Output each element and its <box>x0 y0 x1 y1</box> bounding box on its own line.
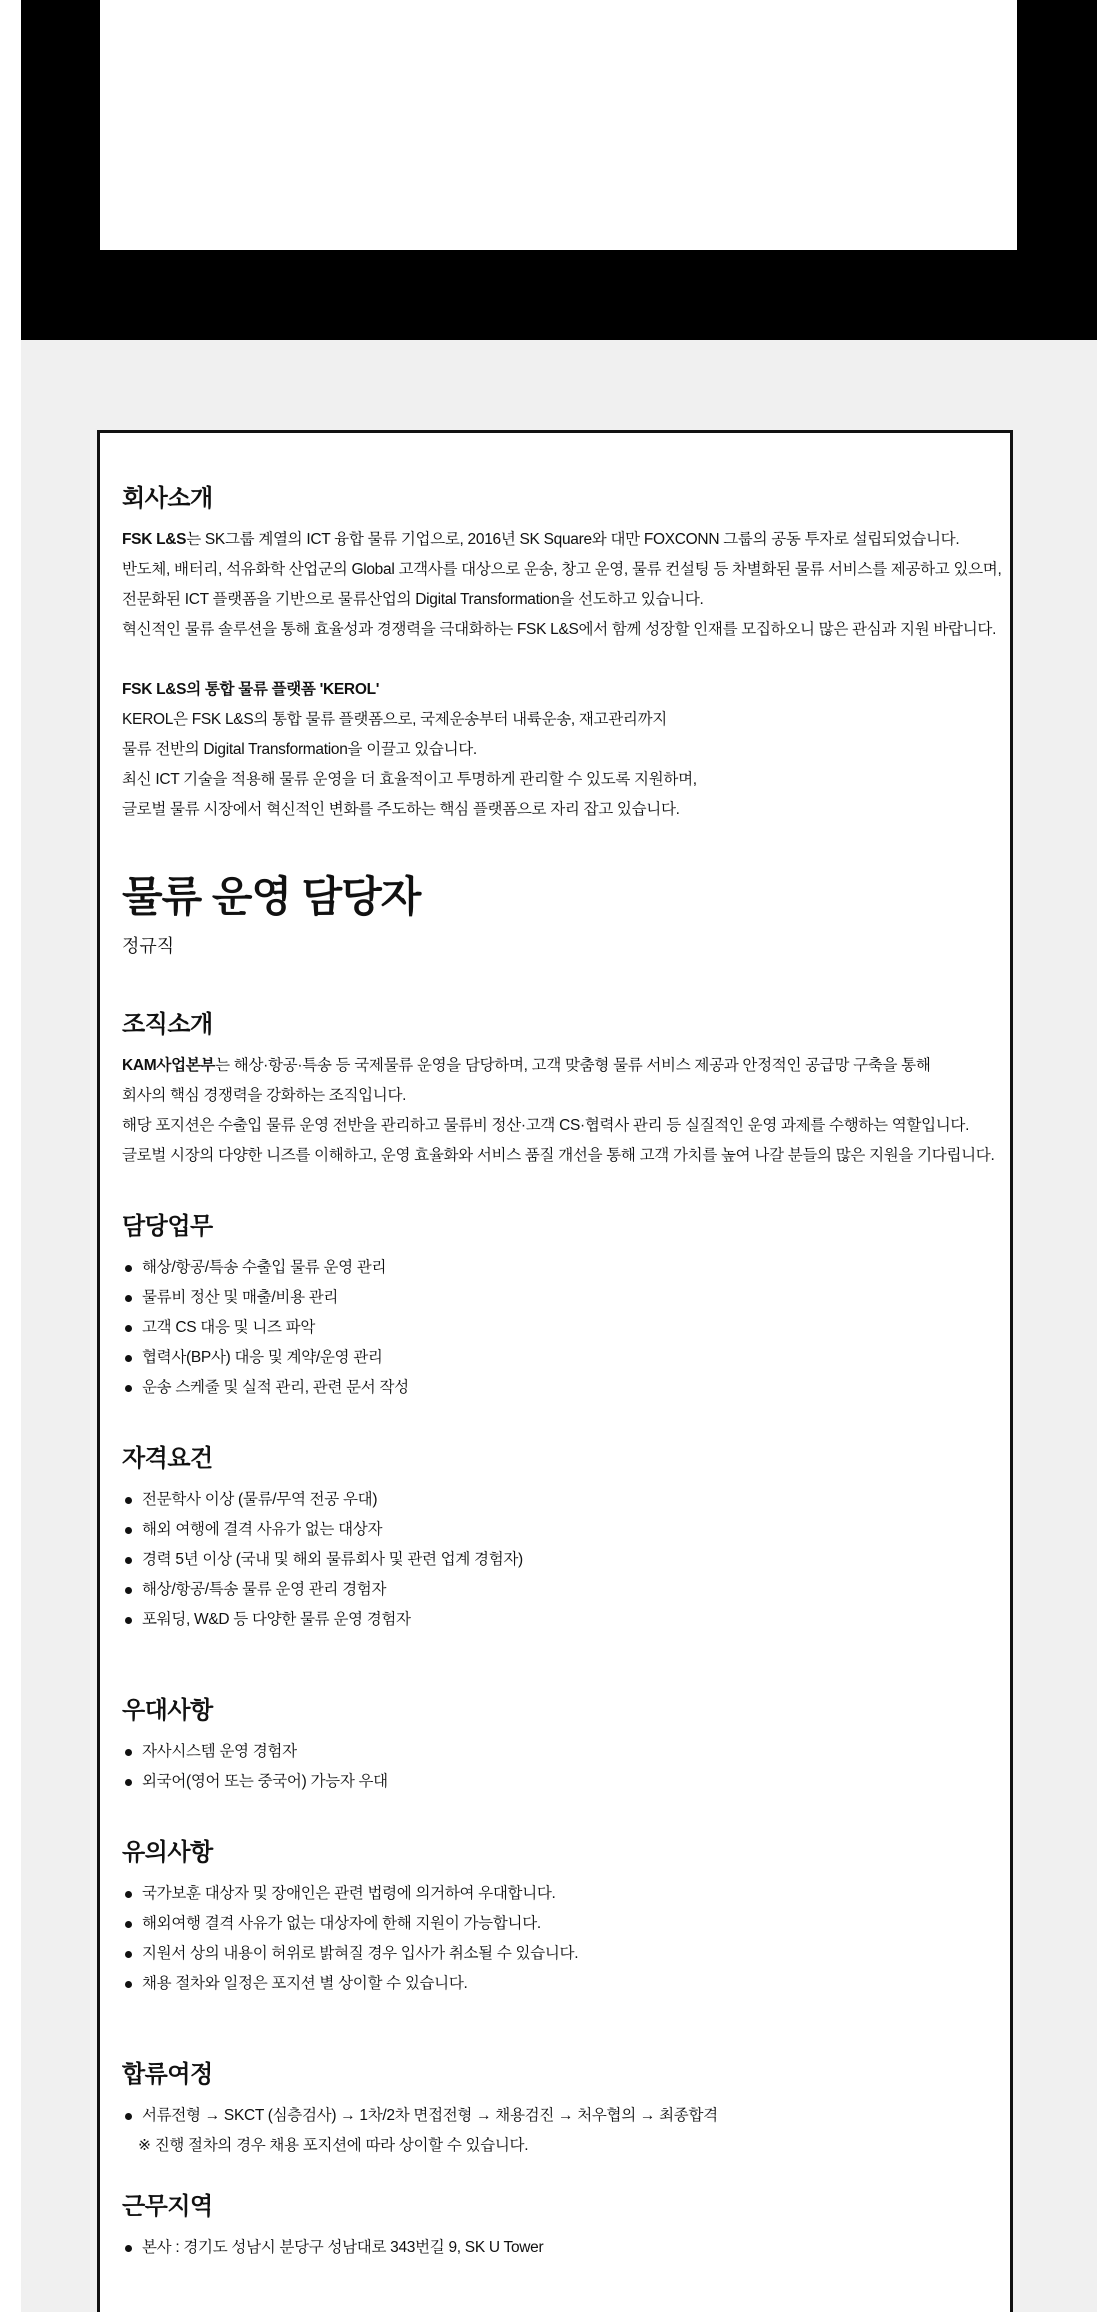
list-item: 경력 5년 이상 (국내 및 해외 물류회사 및 관련 업계 경험자) <box>122 1545 992 1575</box>
preferred-heading: 우대사항 <box>122 1697 213 1724</box>
employment-type: 정규직 <box>122 936 175 956</box>
process-list <box>122 2101 992 2131</box>
platform-line: 최신 ICT 기술을 적용해 물류 운영을 더 효율적이고 투명하게 관리할 수 있도록 지원하며, <box>122 771 697 788</box>
preferred-list <box>122 1737 992 1797</box>
hero-image-area <box>100 0 1017 250</box>
company-heading: 회사소개 <box>122 485 213 512</box>
list-item: 협력사(BP사) 대응 및 계약/운영 관리 <box>122 1343 992 1373</box>
organization-heading: 조직소개 <box>122 1011 213 1038</box>
platform-intro <box>122 705 992 825</box>
list-item: 운송 스케줄 및 실적 관리, 관련 문서 작성 <box>122 1373 992 1403</box>
requirements-list <box>122 1485 992 1635</box>
notes-heading: 유의사항 <box>122 1839 213 1866</box>
duties-list <box>122 1253 992 1403</box>
organization-intro <box>122 1051 995 1171</box>
list-item: 해상/항공/특송 수출입 물류 운영 관리 <box>122 1253 992 1283</box>
list-item: 해외여행 결격 사유가 없는 대상자에 한해 지원이 가능합니다. <box>122 1909 992 1939</box>
process-note: ※ 진행 절차의 경우 채용 포지션에 따라 상이할 수 있습니다. <box>138 2137 529 2154</box>
company-intro <box>122 525 1002 645</box>
list-item: 물류비 정산 및 매출/비용 관리 <box>122 1283 992 1313</box>
organization-line: 회사의 핵심 경쟁력을 강화하는 조직입니다. <box>122 1087 407 1104</box>
organization-line: KAM사업본부는 해상·항공·특송 등 국제물류 운영을 담당하며, 고객 맞춤형 물류 서비스 제공과 안정적인 공급망 구축을 통해 <box>122 1057 931 1074</box>
list-item: 채용 절차와 일정은 포지션 별 상이할 수 있습니다. <box>122 1969 992 1999</box>
job-description-body <box>122 483 1002 2263</box>
process-heading: 합류여정 <box>122 2061 213 2088</box>
list-item: 자사시스템 운영 경험자 <box>122 1737 992 1767</box>
list-item: 본사 : 경기도 성남시 분당구 성남대로 343번길 9, SK U Tower <box>122 2233 992 2263</box>
job-description-card <box>97 430 1013 2312</box>
location-list <box>122 2233 992 2263</box>
requirements-heading: 자격요건 <box>122 1445 213 1472</box>
platform-line: 글로벌 물류 시장에서 혁신적인 변화를 주도하는 핵심 플랫폼으로 자리 잡고 있습니다. <box>122 801 680 818</box>
list-item: 전문학사 이상 (물류/무역 전공 우대) <box>122 1485 992 1515</box>
list-item: 서류전형 → SKCT (심층검사) → 1차/2차 면접전형 → 채용검진 → 처우협의 → 최종합격 <box>122 2101 992 2131</box>
company-line: 전문화된 ICT 플랫폼을 기반으로 물류산업의 Digital Transformation을 선도하고 있습니다. <box>122 591 704 608</box>
hero-banner <box>21 0 1097 340</box>
platform-line: 물류 전반의 Digital Transformation을 이끌고 있습니다. <box>122 741 477 758</box>
list-item: 해외 여행에 결격 사유가 없는 대상자 <box>122 1515 992 1545</box>
company-line: FSK L&S는 SK그룹 계열의 ICT 융합 물류 기업으로, 2016년 SK Square와 대만 FOXCONN 그룹의 공동 투자로 설립되었습니다. <box>122 531 960 548</box>
company-line: 반도체, 배터리, 석유화학 산업군의 Global 고객사를 대상으로 운송, 창고 운영, 물류 컨설팅 등 차별화된 물류 서비스를 제공하고 있으며, <box>122 561 1002 578</box>
company-line: 혁신적인 물류 솔루션을 통해 효율성과 경쟁력을 극대화하는 FSK L&S에서 함께 성장할 인재를 모집하오니 많은 관심과 지원 바랍니다. <box>122 621 997 638</box>
list-item: 외국어(영어 또는 중국어) 가능자 우대 <box>122 1767 992 1797</box>
organization-line: 해당 포지션은 수출입 물류 운영 전반을 관리하고 물류비 정산·고객 CS·협력사 관리 등 실질적인 운영 과제를 수행하는 역할입니다. <box>122 1117 970 1134</box>
job-title: 물류 운영 담당자 <box>122 873 421 920</box>
list-item: 국가보훈 대상자 및 장애인은 관련 법령에 의거하여 우대합니다. <box>122 1879 992 1909</box>
platform-line: KEROL은 FSK L&S의 통합 물류 플랫폼으로, 국제운송부터 내륙운송, 재고관리까지 <box>122 711 667 728</box>
platform-heading: FSK L&S의 통합 물류 플랫폼 'KEROL' <box>122 681 380 698</box>
duties-heading: 담당업무 <box>122 1213 213 1240</box>
list-item: 지원서 상의 내용이 허위로 밝혀질 경우 입사가 취소될 수 있습니다. <box>122 1939 992 1969</box>
notes-list <box>122 1879 992 1999</box>
list-item: 해상/항공/특송 물류 운영 관리 경험자 <box>122 1575 992 1605</box>
list-item: 고객 CS 대응 및 니즈 파악 <box>122 1313 992 1343</box>
list-item: 포워딩, W&D 등 다양한 물류 운영 경험자 <box>122 1605 992 1635</box>
location-heading: 근무지역 <box>122 2193 213 2220</box>
organization-line: 글로벌 시장의 다양한 니즈를 이해하고, 운영 효율화와 서비스 품질 개선을 통해 고객 가치를 높여 나갈 분들의 많은 지원을 기다립니다. <box>122 1147 995 1164</box>
